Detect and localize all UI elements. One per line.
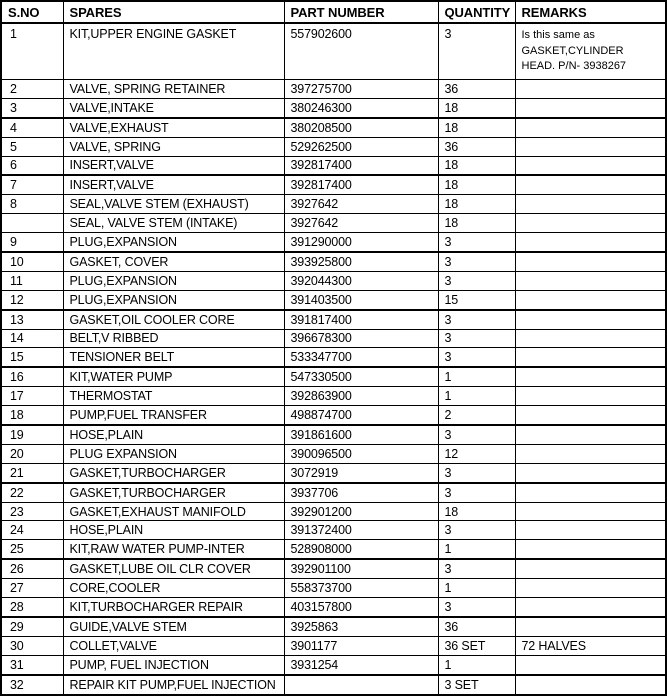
column-header-spares: SPARES (63, 1, 284, 23)
table-row (1, 118, 666, 137)
cell-remarks (515, 271, 666, 290)
cell-part-number: 380246300 (284, 98, 438, 117)
cell-spares: GASKET,TURBOCHARGER (63, 483, 284, 502)
cell-spares: HOSE,PLAIN (63, 425, 284, 444)
table-row (1, 98, 666, 117)
table-row (1, 329, 666, 348)
cell-sno: 29 (1, 617, 63, 636)
cell-spares: KIT,UPPER ENGINE GASKET (63, 23, 284, 80)
cell-part-number: 392863900 (284, 387, 438, 406)
table-row (1, 502, 666, 521)
table-row (1, 156, 666, 175)
cell-spares: HOSE,PLAIN (63, 521, 284, 540)
cell-sno: 24 (1, 521, 63, 540)
cell-quantity: 36 (438, 80, 515, 99)
table-row (1, 387, 666, 406)
cell-part-number: 391817400 (284, 310, 438, 329)
cell-part-number: 392901200 (284, 502, 438, 521)
cell-quantity: 3 (438, 483, 515, 502)
cell-spares: PLUG,EXPANSION (63, 233, 284, 252)
cell-spares: VALVE, SPRING RETAINER (63, 80, 284, 99)
cell-quantity: 1 (438, 540, 515, 559)
table-row (1, 290, 666, 309)
cell-sno: 14 (1, 329, 63, 348)
cell-part-number: 498874700 (284, 406, 438, 425)
cell-quantity: 36 (438, 137, 515, 156)
cell-sno (1, 214, 63, 233)
cell-quantity: 1 (438, 655, 515, 674)
cell-remarks (515, 329, 666, 348)
cell-sno: 3 (1, 98, 63, 117)
cell-spares: VALVE,INTAKE (63, 98, 284, 117)
header-row (1, 1, 666, 23)
table-row (1, 310, 666, 329)
cell-remarks (515, 214, 666, 233)
cell-quantity: 3 (438, 329, 515, 348)
table-row (1, 233, 666, 252)
cell-quantity: 2 (438, 406, 515, 425)
column-header-part-number: PART NUMBER (284, 1, 438, 23)
cell-part-number: 3931254 (284, 655, 438, 674)
cell-part-number: 397275700 (284, 80, 438, 99)
cell-sno: 20 (1, 444, 63, 463)
cell-remarks: 72 HALVES (515, 636, 666, 655)
table-row (1, 559, 666, 578)
cell-remarks (515, 348, 666, 367)
cell-quantity: 3 (438, 348, 515, 367)
cell-remarks (515, 540, 666, 559)
cell-part-number: 392901100 (284, 559, 438, 578)
table-row (1, 425, 666, 444)
cell-sno: 26 (1, 559, 63, 578)
cell-sno: 6 (1, 156, 63, 175)
cell-quantity: 3 (438, 559, 515, 578)
cell-spares: KIT,TURBOCHARGER REPAIR (63, 597, 284, 616)
table-row (1, 406, 666, 425)
cell-spares: PLUG,EXPANSION (63, 271, 284, 290)
cell-part-number: 3927642 (284, 214, 438, 233)
cell-remarks (515, 233, 666, 252)
cell-quantity: 3 (438, 310, 515, 329)
cell-quantity: 18 (438, 118, 515, 137)
cell-remarks (515, 579, 666, 598)
cell-spares: PLUG EXPANSION (63, 444, 284, 463)
cell-spares: KIT,WATER PUMP (63, 367, 284, 386)
cell-part-number: 529262500 (284, 137, 438, 156)
cell-part-number: 391372400 (284, 521, 438, 540)
cell-spares: THERMOSTAT (63, 387, 284, 406)
cell-remarks (515, 80, 666, 99)
cell-part-number: 528908000 (284, 540, 438, 559)
cell-remarks (515, 675, 666, 695)
cell-sno: 21 (1, 463, 63, 482)
cell-quantity: 12 (438, 444, 515, 463)
cell-remarks (515, 559, 666, 578)
cell-spares: GASKET,OIL COOLER CORE (63, 310, 284, 329)
cell-quantity: 1 (438, 579, 515, 598)
cell-sno: 10 (1, 252, 63, 271)
cell-quantity: 3 (438, 252, 515, 271)
cell-remarks (515, 444, 666, 463)
table-row (1, 521, 666, 540)
cell-quantity: 18 (438, 175, 515, 194)
table-row (1, 636, 666, 655)
cell-part-number: 3925863 (284, 617, 438, 636)
cell-remarks (515, 175, 666, 194)
cell-part-number: 533347700 (284, 348, 438, 367)
cell-quantity: 1 (438, 367, 515, 386)
cell-remarks (515, 425, 666, 444)
cell-quantity: 18 (438, 195, 515, 214)
cell-remarks (515, 655, 666, 674)
cell-spares: BELT,V RIBBED (63, 329, 284, 348)
cell-part-number: 3901177 (284, 636, 438, 655)
cell-sno: 2 (1, 80, 63, 99)
cell-part-number: 392817400 (284, 175, 438, 194)
cell-part-number: 3072919 (284, 463, 438, 482)
cell-part-number: 391861600 (284, 425, 438, 444)
table-row (1, 655, 666, 674)
table-row (1, 367, 666, 386)
table-row (1, 175, 666, 194)
cell-remarks (515, 521, 666, 540)
cell-part-number: 396678300 (284, 329, 438, 348)
cell-quantity: 3 (438, 463, 515, 482)
cell-part-number: 3927642 (284, 195, 438, 214)
cell-quantity: 3 (438, 233, 515, 252)
cell-sno: 30 (1, 636, 63, 655)
cell-sno: 9 (1, 233, 63, 252)
cell-quantity: 18 (438, 156, 515, 175)
cell-remarks (515, 137, 666, 156)
cell-remarks (515, 290, 666, 309)
cell-remarks (515, 252, 666, 271)
cell-spares: REPAIR KIT PUMP,FUEL INJECTION (63, 675, 284, 695)
cell-spares: GASKET, COVER (63, 252, 284, 271)
cell-quantity: 3 (438, 23, 515, 80)
cell-remarks (515, 118, 666, 137)
cell-sno: 32 (1, 675, 63, 695)
column-header-sno: S.NO (1, 1, 63, 23)
table-row (1, 579, 666, 598)
cell-quantity: 36 (438, 617, 515, 636)
cell-part-number: 393925800 (284, 252, 438, 271)
cell-remarks (515, 597, 666, 616)
table-row (1, 348, 666, 367)
table-row (1, 675, 666, 695)
table-header (1, 1, 666, 23)
cell-remarks (515, 367, 666, 386)
cell-remarks (515, 387, 666, 406)
cell-sno: 7 (1, 175, 63, 194)
cell-spares: GASKET,EXHAUST MANIFOLD (63, 502, 284, 521)
cell-remarks (515, 156, 666, 175)
cell-sno: 5 (1, 137, 63, 156)
cell-part-number: 558373700 (284, 579, 438, 598)
cell-part-number: 390096500 (284, 444, 438, 463)
cell-sno: 19 (1, 425, 63, 444)
cell-remarks (515, 310, 666, 329)
cell-spares: PLUG,EXPANSION (63, 290, 284, 309)
cell-remarks (515, 463, 666, 482)
cell-quantity: 36 SET (438, 636, 515, 655)
cell-remarks (515, 617, 666, 636)
cell-quantity: 1 (438, 387, 515, 406)
cell-remarks (515, 406, 666, 425)
cell-spares: COLLET,VALVE (63, 636, 284, 655)
table-body (1, 23, 666, 695)
table-row (1, 597, 666, 616)
cell-spares: TENSIONER BELT (63, 348, 284, 367)
cell-part-number: 391403500 (284, 290, 438, 309)
cell-spares: KIT,RAW WATER PUMP-INTER (63, 540, 284, 559)
cell-quantity: 18 (438, 98, 515, 117)
cell-sno: 12 (1, 290, 63, 309)
table-row (1, 214, 666, 233)
cell-part-number (284, 675, 438, 695)
cell-spares: VALVE,EXHAUST (63, 118, 284, 137)
cell-sno: 4 (1, 118, 63, 137)
table-row (1, 463, 666, 482)
cell-sno: 15 (1, 348, 63, 367)
cell-quantity: 3 (438, 597, 515, 616)
cell-part-number: 392044300 (284, 271, 438, 290)
cell-sno: 23 (1, 502, 63, 521)
cell-sno: 27 (1, 579, 63, 598)
table-row (1, 252, 666, 271)
cell-quantity: 3 SET (438, 675, 515, 695)
cell-spares: GASKET,TURBOCHARGER (63, 463, 284, 482)
cell-spares: INSERT,VALVE (63, 156, 284, 175)
cell-quantity: 18 (438, 502, 515, 521)
cell-spares: CORE,COOLER (63, 579, 284, 598)
table-row (1, 617, 666, 636)
cell-sno: 13 (1, 310, 63, 329)
cell-sno: 31 (1, 655, 63, 674)
cell-remarks (515, 502, 666, 521)
cell-sno: 25 (1, 540, 63, 559)
table-row (1, 137, 666, 156)
cell-remarks (515, 483, 666, 502)
cell-sno: 22 (1, 483, 63, 502)
cell-sno: 11 (1, 271, 63, 290)
table-row (1, 271, 666, 290)
cell-sno: 28 (1, 597, 63, 616)
cell-sno: 17 (1, 387, 63, 406)
cell-quantity: 3 (438, 271, 515, 290)
cell-sno: 18 (1, 406, 63, 425)
table-row (1, 80, 666, 99)
cell-part-number: 557902600 (284, 23, 438, 80)
cell-spares: PUMP,FUEL TRANSFER (63, 406, 284, 425)
cell-spares: SEAL, VALVE STEM (INTAKE) (63, 214, 284, 233)
cell-part-number: 391290000 (284, 233, 438, 252)
cell-spares: SEAL,VALVE STEM (EXHAUST) (63, 195, 284, 214)
column-header-remarks: REMARKS (515, 1, 666, 23)
cell-remarks (515, 195, 666, 214)
cell-quantity: 15 (438, 290, 515, 309)
cell-spares: PUMP, FUEL INJECTION (63, 655, 284, 674)
cell-quantity: 3 (438, 521, 515, 540)
table-row (1, 483, 666, 502)
cell-part-number: 3937706 (284, 483, 438, 502)
cell-sno: 1 (1, 23, 63, 80)
cell-spares: VALVE, SPRING (63, 137, 284, 156)
cell-spares: INSERT,VALVE (63, 175, 284, 194)
cell-part-number: 547330500 (284, 367, 438, 386)
cell-remarks (515, 98, 666, 117)
cell-spares: GASKET,LUBE OIL CLR COVER (63, 559, 284, 578)
table-row (1, 444, 666, 463)
table-row (1, 195, 666, 214)
column-header-quantity: QUANTITY (438, 1, 515, 23)
table-row (1, 540, 666, 559)
cell-spares: GUIDE,VALVE STEM (63, 617, 284, 636)
cell-remarks: Is this same as GASKET,CYLINDER HEAD. P/N- 3938267 (515, 23, 666, 80)
table-row (1, 23, 666, 80)
cell-part-number: 392817400 (284, 156, 438, 175)
cell-quantity: 18 (438, 214, 515, 233)
cell-part-number: 403157800 (284, 597, 438, 616)
cell-sno: 8 (1, 195, 63, 214)
cell-part-number: 380208500 (284, 118, 438, 137)
cell-sno: 16 (1, 367, 63, 386)
cell-quantity: 3 (438, 425, 515, 444)
